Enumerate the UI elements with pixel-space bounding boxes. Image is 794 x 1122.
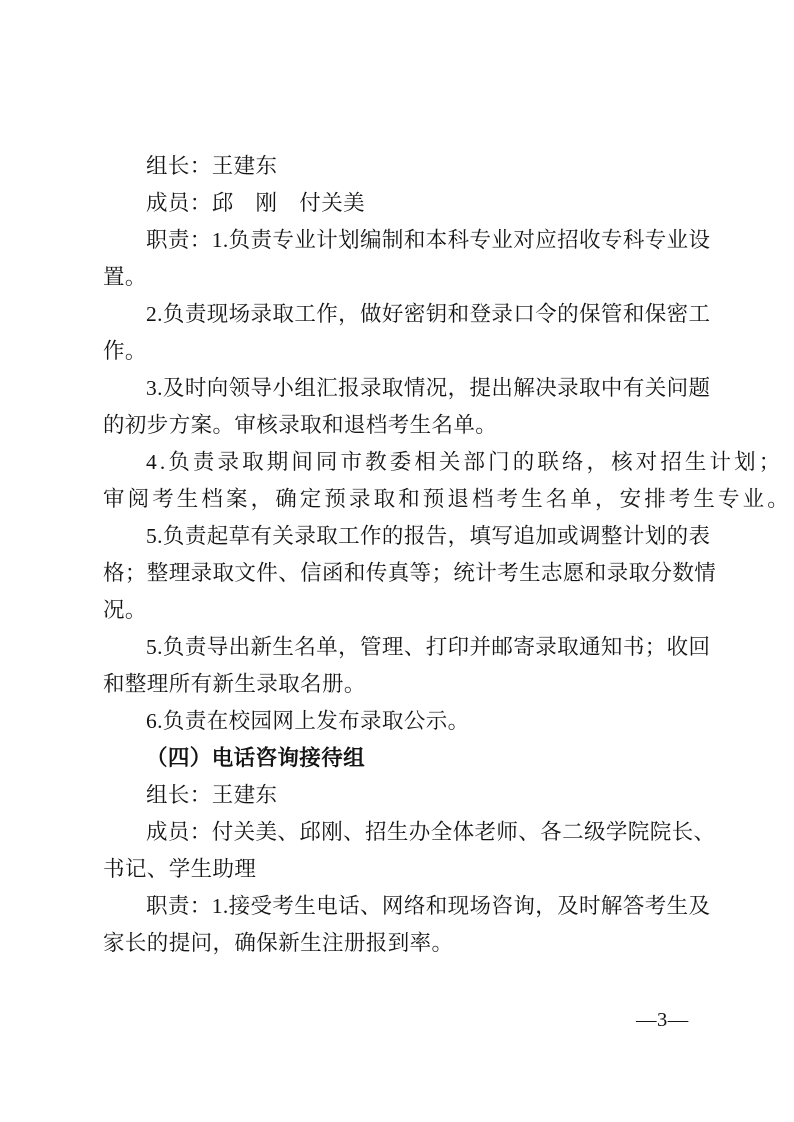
line-leader-2: 组长：王建东 [146,783,278,807]
line-duty2-1b: 家长的提问，确保新生注册报到率。 [103,931,454,955]
line-duty-6a: 5.负责导出新生名单，管理、打印并邮寄录取通知书；收回 [146,635,711,659]
line-duty-5a: 5.负责起草有关录取工作的报告，填写追加或调整计划的表 [146,524,711,548]
line-duty-4a: 4.负责录取期间同市教委相关部门的联络，核对招生计划； [146,450,784,474]
line-members: 成员：邱 刚 付关美 [146,191,366,215]
line-duty2-1a: 职责：1.接受考生电话、网络和现场咨询，及时解答考生及 [146,894,711,918]
line-duty-2a: 2.负责现场录取工作，做好密钥和登录口令的保管和保密工 [146,302,711,326]
line-members-2a: 成员：付关美、邱刚、招生办全体老师、各二级学院院长、 [146,820,716,844]
line-duty-1a: 职责：1.负责专业计划编制和本科专业对应招收专科专业设 [146,228,711,252]
line-duty-7: 6.负责在校园网上发布录取公示。 [146,709,470,733]
line-duty-6b: 和整理所有新生录取名册。 [103,672,366,696]
line-leader: 组长：王建东 [146,154,278,178]
section-heading-4: （四）电话咨询接待组 [146,746,366,770]
line-duty-5b: 格；整理录取文件、信函和传真等；统计考生志愿和录取分数情 [103,561,717,585]
line-duty-1b: 置。 [103,265,147,289]
page-number: —3— [636,1009,689,1031]
line-duty-3b: 的初步方案。审核录取和退档考生名单。 [103,413,498,437]
line-duty-5c: 况。 [103,598,147,622]
text-block [103,148,792,962]
line-duty-2b: 作。 [103,339,147,363]
line-duty-4b: 审阅考生档案，确定预录取和预退档考生名单，安排考生专业。 [103,487,792,511]
line-members-2b: 书记、学生助理 [103,857,257,881]
line-duty-3a: 3.及时向领导小组汇报录取情况，提出解决录取中有关问题 [146,376,711,400]
